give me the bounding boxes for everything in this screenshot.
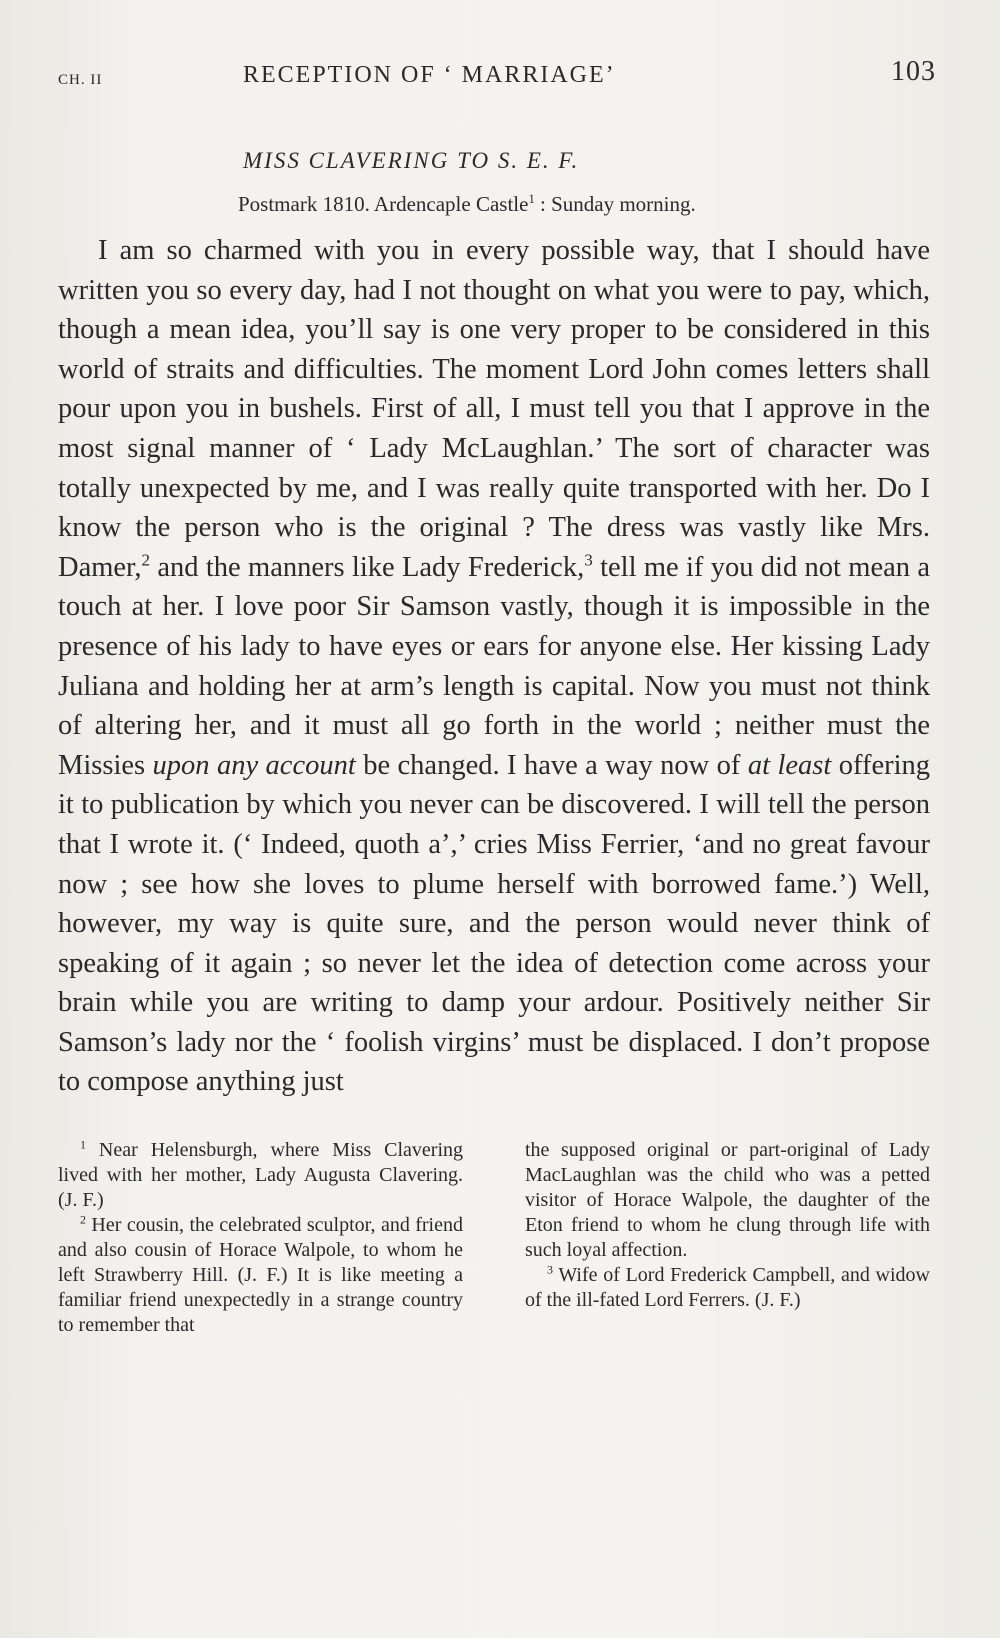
letter-body <box>58 231 930 1102</box>
footnotes <box>58 1138 930 1338</box>
footnote-1 <box>58 1138 463 1213</box>
emphasis-at-least: at least <box>747 749 832 781</box>
dateline-place: Postmark 1810. Ardencaple Castle <box>238 192 529 216</box>
footnote-2-mark: 2 <box>80 1212 86 1227</box>
body-text-part-5: offering it to publication by which you never can be discovered. I will tell the person that I wrote it. (‘ Indeed, quoth a’,’ cries Miss Ferrier, ‘and no great favour now ; see how she loves to plume herself with borrowed fame.’) Well, however, my way is quite sure, and the person would never think of speaking of it again ; so never let the idea of detection come across your brain while you are writing to damp your ardour. Positively neither Sir Samson’s lady nor the ‘ foolish virgins’ must be displaced. I don’t propose to compose anything just <box>58 749 931 1098</box>
body-text-part-2: and the manners like Lady Frederick, <box>150 551 585 583</box>
footnote-ref-3: 3 <box>584 550 593 570</box>
footnotes-left-column <box>58 1138 463 1338</box>
dateline-time: : Sunday morning. <box>534 192 696 216</box>
footnote-ref-1: 1 <box>528 192 535 206</box>
footnote-2-continued: the supposed original or part-original of Lady MacLaughlan was the child who was a petted visitor of Horace Walpole, the daughter of the Eton friend to whom he clung through life with such loyal affection. <box>525 1139 930 1262</box>
chapter-label: CH. II <box>58 72 103 88</box>
emphasis-upon-any-account: upon any account <box>152 749 356 781</box>
footnote-2 <box>58 1213 463 1338</box>
running-title: RECEPTION OF ‘ MARRIAGE’ <box>243 62 616 88</box>
body-text-part-4: be changed. I have a way now of <box>355 749 748 781</box>
running-head <box>58 56 936 106</box>
footnote-3 <box>525 1263 930 1313</box>
footnote-2-text: Her cousin, the celebrated sculptor, and friend and also cousin of Horace Walpole, to whom he left Strawberry Hill. (J. F.) It is like meeting a familiar friend unexpectedly in a strange country to remember that <box>58 1214 463 1337</box>
footnote-ref-2: 2 <box>141 550 151 570</box>
letter-dateline <box>238 192 930 217</box>
body-text-part-1: I am so charmed with you in every possible way, that I should have written you so every day, had I not thought on what you were to pay, which, though a mean idea, you’ll say is one very proper to be considered in this world of straits and difficulties. The moment Lord John comes letters shall pour upon you in bushels. First of all, I must tell you that I approve in the most signal manner of ‘ Lady McLaughlan.’ The sort of character was totally unexpected by me, and I was really quite transported with her. Do I know the person who is the original ? The dress was vastly like Mrs. Damer, <box>58 235 930 583</box>
footnotes-right-column <box>525 1138 930 1338</box>
footnote-1-text: Near Helensburgh, where Miss Clavering lived with her mother, Lady Augusta Clavering. (J. F.) <box>58 1139 463 1212</box>
footnote-1-mark: 1 <box>80 1137 86 1152</box>
letter-title: MISS CLAVERING TO S. E. F. <box>243 148 580 173</box>
footnote-3-text: Wife of Lord Frederick Campbell, and widow of the ill-fated Lord Ferrers. (J. F.) <box>525 1264 930 1312</box>
body-text-part-3: tell me if you did not mean a touch at her. I love poor Sir Samson vastly, though it is impossible in the presence of his lady to have eyes or ears for anyone else. Her kissing Lady Juliana and holding her at arm’s length is capital. Now you must not think of altering her, and it must all go forth in the world ; neither must the Missies <box>58 551 930 781</box>
page-number: 103 <box>891 56 936 87</box>
footnote-3-mark: 3 <box>547 1262 553 1277</box>
